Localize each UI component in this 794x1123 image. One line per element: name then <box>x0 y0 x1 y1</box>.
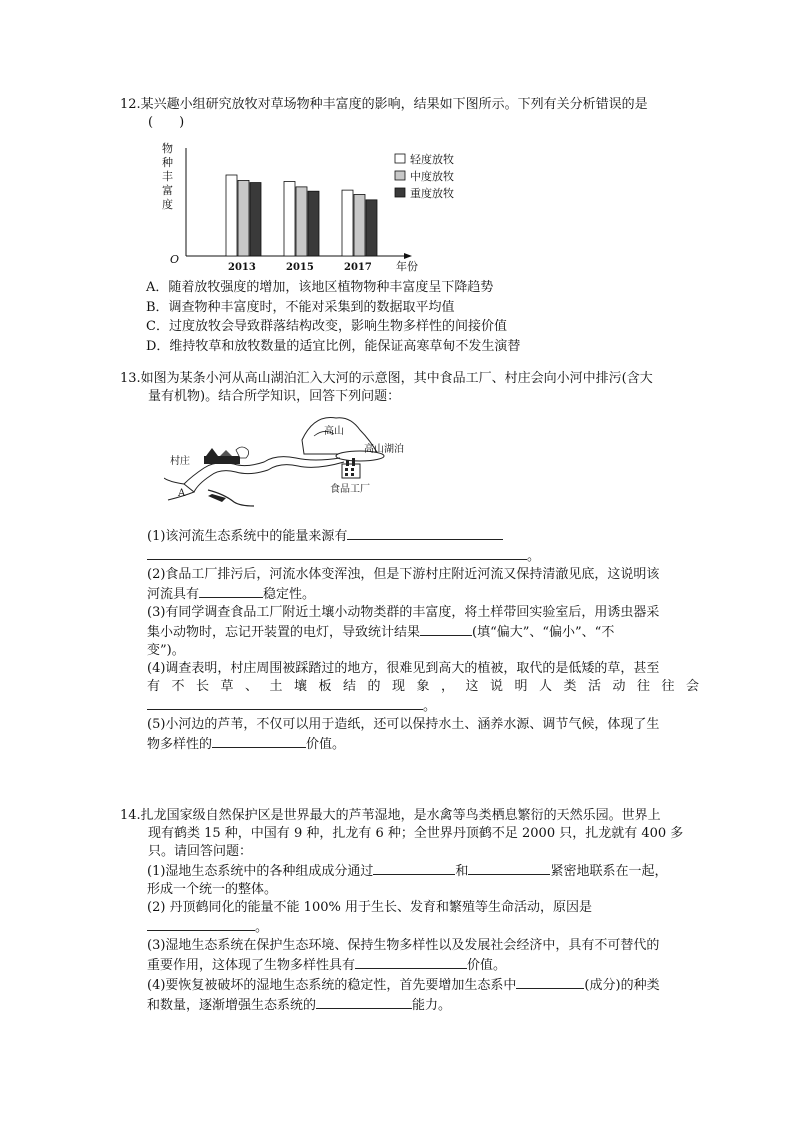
village-label: 村庄 <box>170 456 190 467</box>
bar-2017-2 <box>354 194 365 256</box>
village-houses <box>204 447 249 464</box>
x-tick-2017: 2017 <box>344 262 372 273</box>
chart-xlabel: 年份 <box>396 260 418 273</box>
q14-sub4-blank-b[interactable] <box>316 995 412 1009</box>
q14-sub4-blank-a[interactable] <box>516 975 584 989</box>
q12-option-d[interactable]: D．维持牧草和放牧数量的适宜比例，能保证高寒草甸不发生演替 <box>146 338 521 354</box>
q12-stem-line1: 12.某兴趣小组研究放牧对草场物种丰富度的影响，结果如下图所示。下列有关分析错误的是 <box>120 97 648 112</box>
x-tick-2013: 2013 <box>228 262 256 273</box>
mountain-label: 高山 <box>324 426 344 437</box>
svg-text:丰: 丰 <box>162 170 173 183</box>
q13-stem-line1: 13.如图为某条小河从高山湖泊汇入大河的示意图，其中食品工厂、村庄会向小河中排污(含大 <box>120 371 653 386</box>
q14-sub3-blank[interactable] <box>355 955 467 969</box>
q13-sub4-line2: 有不长草、土壤板结的现象，这说明人类活动往往会 <box>147 679 699 694</box>
lake-label: 高山湖泊 <box>364 444 404 455</box>
q12-options <box>146 278 706 356</box>
chart-origin-label: O <box>170 253 180 266</box>
legend-label-1: 轻度放牧 <box>410 153 454 166</box>
q14-sub1-blank-b[interactable] <box>468 861 550 875</box>
legend-label-2: 中度放牧 <box>410 170 454 183</box>
chart-x-axis-arrow <box>404 253 412 259</box>
q14-sub1-line2: 形成一个统一的整体。 <box>147 882 278 897</box>
bar-2015-3 <box>308 191 319 256</box>
svg-text:物: 物 <box>162 142 173 155</box>
q13-sub4-line1: (4)调查表明，村庄周围被踩踏过的地方，很难见到高大的植被，取代的是低矮的草，甚至 <box>147 661 660 676</box>
river-diagram <box>164 410 454 510</box>
chart-bars <box>226 175 377 256</box>
q13-sub5-blank[interactable] <box>212 734 306 748</box>
question-13 <box>120 370 700 406</box>
q14-sub3-line1: (3)湿地生态系统在保护生态环境、保持生物多样性以及发展社会经济中，具有不可替代的 <box>147 938 660 953</box>
q13-sub1-blank[interactable] <box>347 526 503 540</box>
question-12 <box>120 96 700 132</box>
legend-swatch-2 <box>395 171 405 180</box>
bar-2013-1 <box>226 175 237 256</box>
q13-sub2-line2: 河流具有 稳定性。 <box>147 584 699 604</box>
q14-sub1-blank-a[interactable] <box>373 861 455 875</box>
q14-subquestions <box>147 861 699 1015</box>
q13-sub3-line2: 集小动物时，忘记开装置的电灯，导致统计结果 (填“偏大”、“偏小”、“不 <box>147 622 699 642</box>
svg-text:富: 富 <box>162 184 173 197</box>
q14-sub3-line2: 重要作用，这体现了生物多样性具有 价值。 <box>147 955 699 975</box>
bar-2013-2 <box>238 180 249 256</box>
q13-sub2-line1: (2)食品工厂排污后，河流水体变浑浊，但是下游村庄附近河流又保持清澈见底，这说明该 <box>147 567 660 582</box>
chart-legend <box>395 152 454 200</box>
bar-2017-3 <box>366 200 377 256</box>
legend-swatch-3 <box>395 188 405 197</box>
q14-stem-line3: 只。请回答问题： <box>148 844 253 859</box>
q14-stem-line1: 14.扎龙国家级自然保护区是世界最大的芦苇湿地，是水禽等鸟类栖息繁衍的天然乐园。世界上 <box>120 808 661 823</box>
chart-ylabel <box>162 142 173 211</box>
q13-sub3-line3: 变”)。 <box>147 643 185 658</box>
q14-sub2-line2: 。 <box>147 917 699 937</box>
q12-option-a[interactable]: A．随着放牧强度的增加，该地区植物物种丰富度呈下降趋势 <box>146 280 494 295</box>
q13-sub4-line3: 。 <box>147 696 699 716</box>
q13-subquestions <box>147 526 699 754</box>
q12-stem-line2: ( ) <box>148 115 185 130</box>
q14-stem-line2: 现有鹤类 15 种，中国有 9 种，扎龙有 6 种；全世界丹顶鹤不足 2000 只，扎龙就有 400 多 <box>148 826 684 841</box>
x-tick-2015: 2015 <box>286 262 314 273</box>
q14-sub1-line1: (1)湿地生态系统中的各种组成成分通过 和 紧密地联系在一起， <box>147 861 699 881</box>
q14-sub4-line1: (4)要恢复被破坏的湿地生态系统的稳定性，首先要增加生态系中 (成分)的种类 <box>147 975 699 995</box>
q14-sub4-line2: 和数量，逐渐增强生态系统的 能力。 <box>147 995 699 1015</box>
river-bank-lower <box>194 462 344 492</box>
q12-option-c[interactable]: C．过度放牧会导致群落结构改变，影响生物多样性的间接价值 <box>146 319 507 334</box>
bar-2013-3 <box>250 183 261 256</box>
svg-text:种: 种 <box>162 156 173 169</box>
q13-sub3-blank[interactable] <box>420 622 472 636</box>
chart-x-ticks <box>228 262 372 273</box>
svg-text:度: 度 <box>162 198 173 211</box>
q13-sub4-blank[interactable] <box>147 696 423 710</box>
q12-option-b[interactable]: B．调查物种丰富度时，不能对采集到的数据取平均值 <box>146 299 455 315</box>
q13-sub5-line2: 物多样性的 价值。 <box>147 734 699 754</box>
species-richness-chart <box>160 142 470 274</box>
bar-2017-1 <box>342 190 353 256</box>
q13-sub2-blank[interactable] <box>199 584 263 598</box>
q14-sub2-line1: (2) 丹顶鹤同化的能量不能 100% 用于生长、发育和繁殖等生命活动，原因是 <box>147 900 592 915</box>
q13-sub1-blank-2[interactable] <box>147 546 527 560</box>
factory-label: 食品工厂 <box>330 484 370 495</box>
bar-2015-2 <box>296 187 307 256</box>
q13-stem-line2: 量有机物)。结合所学知识，回答下列问题： <box>148 389 401 404</box>
q13-sub3-line1: (3)有同学调查食品工厂附近土壤小动物类群的丰富度，将土样带回实验室后，用诱虫器采 <box>147 605 660 620</box>
legend-swatch-1 <box>395 154 405 163</box>
q13-sub1: (1)该河流生态系统中的能量来源有 <box>147 526 699 546</box>
q14-sub2-blank[interactable] <box>147 917 255 931</box>
q13-sub1-line2: 。 <box>147 546 699 566</box>
point-a-label: A <box>178 488 186 499</box>
bar-2015-1 <box>284 181 295 256</box>
legend-label-3: 重度放牧 <box>410 187 454 200</box>
q13-sub5-line1: (5)小河边的芦苇，不仅可以用于造纸，还可以保持水土、涵养水源、调节气候，体现了生 <box>147 717 660 732</box>
question-14 <box>120 807 700 861</box>
